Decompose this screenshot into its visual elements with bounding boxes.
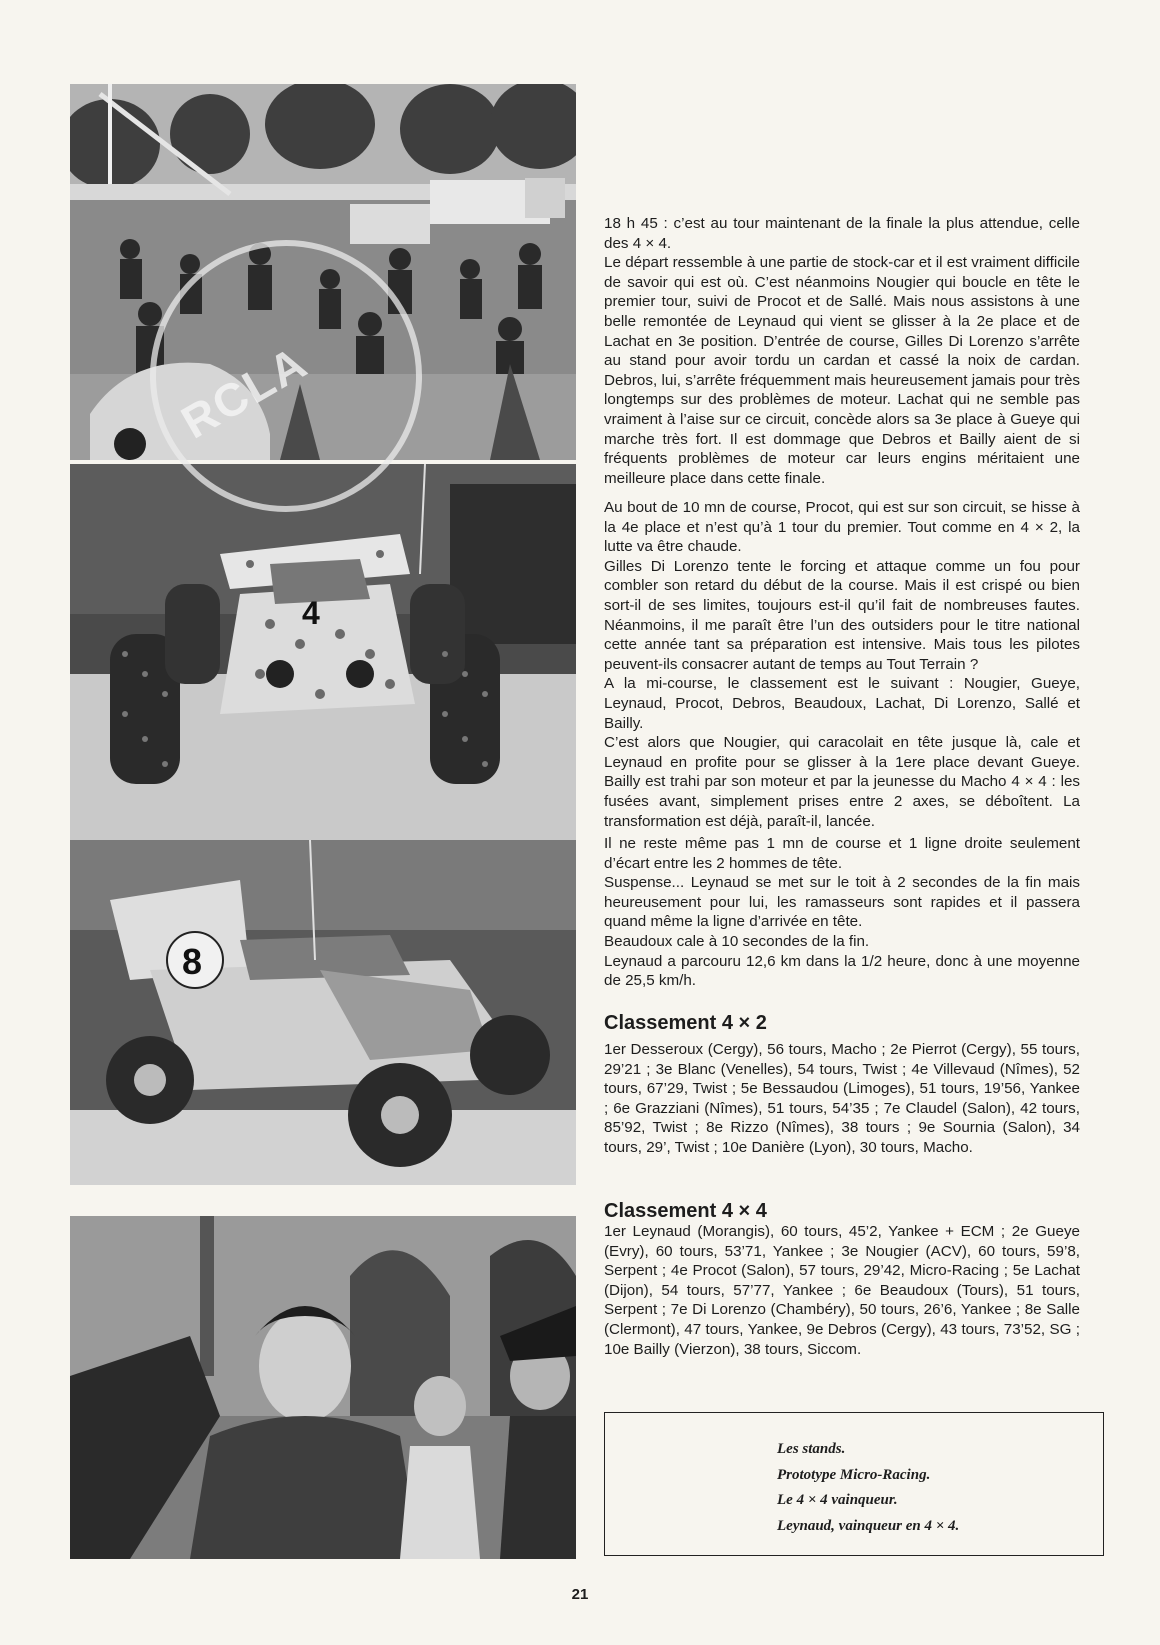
paragraph: Gilles Di Lorenzo tente le forcing et attaque comme un fou pour combler son retard du début de la course. Mais il est crispé ou bien sort-il de ses limites, toujours est-il qu’il fait de nombreuses fautes. Néanmoins, il me paraît être l’un des outsiders pour le titre national cette année tant sa préparation est intensive. Mais tous les pilotes peuvent-ils consacrer autant de temps au Tout Terrain ? <box>604 557 1080 673</box>
paragraph: A la mi-course, le classement est le suivant : Nougier, Gueye, Leynaud, Procot, Debros, Beaudoux, Lachat, Di Lorenzo, Sallé et Bailly. <box>604 675 1080 732</box>
caption-stands: Les stands. <box>777 1441 846 1457</box>
paragraph: Au bout de 10 mn de course, Procot, qui est sur son circuit, se hisse à la 4e place et n’est qu’à 1 tour du premier. Tout comme en 4 × 2, la lutte va être chaude. <box>604 499 1080 556</box>
classement-4x2-title: Classement 4 × 2 <box>604 1012 767 1034</box>
prototype-photo-art <box>70 464 576 840</box>
photo-winning-4x4 <box>70 840 576 1185</box>
leynaud-photo-art <box>70 1216 576 1559</box>
classement-4x4-results <box>604 1222 1080 1359</box>
article-text-block-2 <box>604 498 1080 831</box>
paragraph: Le départ ressemble à une partie de stock-car et il est vraiment difficile de savoir qui est où. C’est néanmoins Nougier qui boucle en tête le premier tour, suivi de Procot et de Sallé. Mais nous assistons à une belle remontée de Leynaud qui vient se glisser à la 2e place et de Lachat en 3e position. D’entrée de course, Gilles Di Lorenzo s’arrête au stand pour avoir tordu un cardan et cassé la noix de cardan. Debros, lui, s’arrête fréquemment mais heureusement jamais pour très longtemps sur des problèmes de moteur. Lachat qui ne semble pas vraiment à l’aise sur ce circuit, concède alors sa 3e place à Gueye qui marche très fort. Il est dommage que Debros et Bailly aient de si fréquents problèmes de moteur car leurs engins méritaient une meilleure place dans cette finale. <box>604 254 1080 487</box>
photo-leynaud <box>70 1216 576 1559</box>
paragraph: Suspense... Leynaud se met sur le toit à 2 secondes de la fin mais heureusement pour lui, les ramasseurs sont rapides et il passera quand même la ligne d’arrivée en tête. <box>604 874 1080 931</box>
article-text-block-1 <box>604 214 1080 488</box>
paragraph: 18 h 45 : c’est au tour maintenant de la finale la plus attendue, celle des 4 × 4. <box>604 215 1080 252</box>
classement-4x4-title: Classement 4 × 4 <box>604 1200 767 1222</box>
article-text-block-3 <box>604 834 1080 991</box>
classement-4x2-results <box>604 1040 1080 1158</box>
caption-winning-car: Le 4 × 4 vainqueur. <box>777 1492 898 1508</box>
winning-car-photo-art <box>70 840 576 1185</box>
photo-captions-box <box>604 1412 1104 1556</box>
paragraph: Leynaud a parcouru 12,6 km dans la 1/2 heure, donc à une moyenne de 25,5 km/h. <box>604 952 1080 990</box>
results-text: 1er Desseroux (Cergy), 56 tours, Macho ; 2e Pierrot (Cergy), 55 tours, 29’21 ; 3e Blanc (Venelles), 54 tours, Twist ; 4e Villevaud (Nîmes), 52 tours, 67’29, Twist ; 5e Bessaudou (Limoges), 51 tours, 19’56, Yankee ; 6e Grazziani (Nîmes), 51 tours, 54’35 ; 7e Claudel (Salon), 42 tours, 85’92, Twist ; 8e Rizzo (Nîmes), 38 tours ; 9e Sournia (Salon), 34 tours, 29’, Twist ; 10e Danière (Lyon), 30 tours, Macho. <box>604 1041 1080 1156</box>
paragraph: C’est alors que Nougier, qui caracolait en tête jusque là, cale et Leynaud en profite pour se glisser à la 1ere place devant Gueye. Bailly est trahi par son moteur et par la jeunesse du Macho 4 × 4 : les fusées avant, simplement prises entre 2 axes, se déboîtent. La transformation est déjà, paraît-il, lancée. <box>604 734 1080 830</box>
paragraph: Il ne reste même pas 1 mn de course et 1 ligne droite seulement d’écart entre les 2 hommes de tête. <box>604 835 1080 872</box>
car-number-8: 8 <box>182 941 203 982</box>
paragraph: Beaudoux cale à 10 secondes de la fin. <box>604 932 870 950</box>
photo-prototype-micro-racing <box>70 464 576 840</box>
page-number: 21 <box>571 1586 589 1603</box>
caption-prototype: Prototype Micro-Racing. <box>777 1466 931 1483</box>
car-number-4: 4 <box>302 595 320 631</box>
watermark-text: RCLA <box>172 335 317 449</box>
caption-leynaud: Leynaud, vainqueur en 4 × 4. <box>777 1517 960 1534</box>
results-text: 1er Leynaud (Morangis), 60 tours, 45’2, Yankee + ECM ; 2e Gueye (Evry), 60 tours, 53’71, Yankee ; 3e Nougier (ACV), 60 tours, 59’8, Serpent ; 4e Procot (Salon), 57 tours, 29’42, Micro-Racing ; 5e Lachat (Dijon), 54 tours, 57’77, Yankee ; 6e Beaudoux (Tours), 51 tours, Serpent ; 7e Di Lorenzo (Chambéry), 50 tours, 26’6, Yankee ; 8e Salle (Clermont), 47 tours, Yankee, 9e Debros (Cergy), 43 tours, 73’52, SG ; 10e Bailly (Vierzon), 38 tours, Siccom. <box>604 1223 1080 1358</box>
